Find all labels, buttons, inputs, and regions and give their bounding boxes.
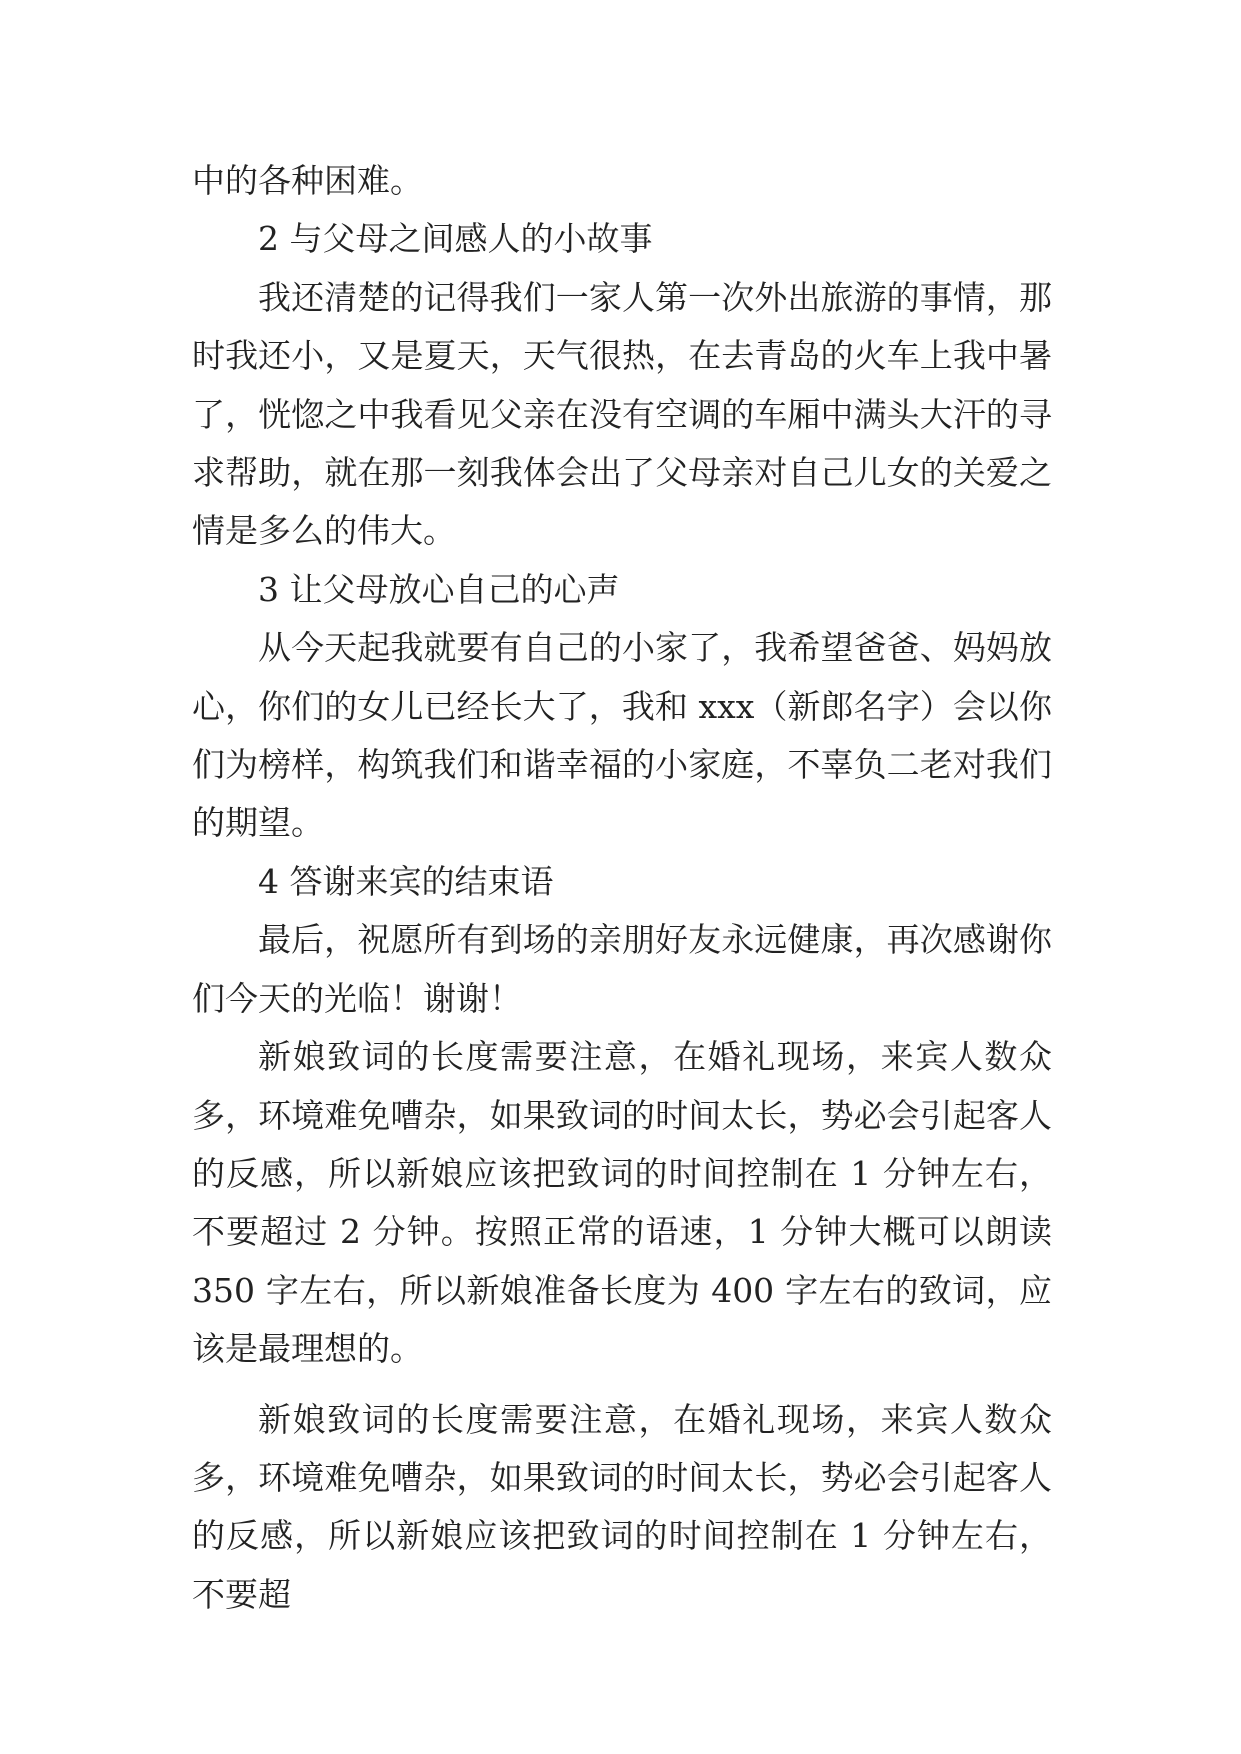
document-body [192, 152, 1052, 1624]
paragraph-reassurance: 从今天起我就要有自己的小家了，我希望爸爸、妈妈放心，你们的女儿已经长大了，我和 xxx（新郎名字）会以你们为榜样，构筑我们和谐幸福的小家庭，不辜负二老对我们的期望。 [192, 628, 1052, 843]
section-heading-3: 3 让父母放心自己的心声 [258, 569, 620, 609]
paragraph-speech-length-repeat: 新娘致词的长度需要注意，在婚礼现场，来宾人数众多，环境难免嘈杂，如果致词的时间太长，势必会引起客人的反感，所以新娘应该把致词的时间控制在 1 分钟左右，不要超 [192, 1399, 1052, 1614]
section-heading-4: 4 答谢来宾的结束语 [258, 861, 554, 901]
paragraph-speech-length: 新娘致词的长度需要注意，在婚礼现场，来宾人数众多，环境难免嘈杂，如果致词的时间太长，势必会引起客人的反感，所以新娘应该把致词的时间控制在 1 分钟左右，不要超过 2 分钟。按照正常的语速，1 分钟大概可以朗读 350 字左右，所以新娘准备长度为 400 字左右的致词，应该是最理想的。 [192, 1037, 1052, 1369]
paragraph-story: 我还清楚的记得我们一家人第一次外出旅游的事情，那时我还小，又是夏天，天气很热，在去青岛的火车上我中暑了，恍惚之中我看见父亲在没有空调的车厢中满头大汗的寻求帮助，就在那一刻我体会出了父母亲对自己儿女的关爱之情是多么的伟大。 [192, 277, 1052, 551]
paragraph-closing: 最后，祝愿所有到场的亲朋好友永远健康，再次感谢你们今天的光临！谢谢！ [192, 920, 1052, 1018]
paragraph-continuation: 中的各种困难。 [192, 161, 423, 200]
section-heading-2: 2 与父母之间感人的小故事 [258, 219, 653, 259]
